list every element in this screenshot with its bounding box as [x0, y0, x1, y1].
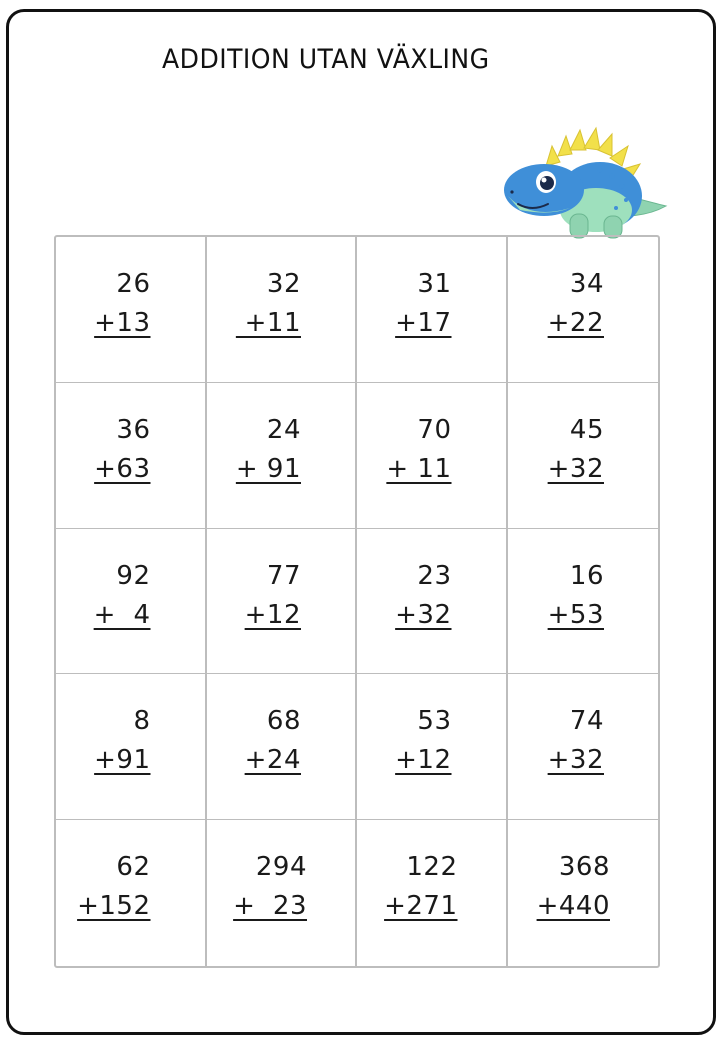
addition-problem: [236, 265, 301, 343]
second-addend: +32: [395, 599, 452, 630]
addition-problem: [94, 411, 150, 489]
addition-problem: [233, 848, 307, 926]
first-addend: 23: [417, 560, 452, 591]
addition-problem: [548, 557, 604, 635]
second-addend: +11: [235, 308, 301, 338]
addition-problem: [537, 848, 610, 926]
problem-cell: [56, 529, 207, 675]
first-addend: 70: [417, 414, 452, 445]
second-addend: +32: [547, 745, 604, 776]
second-addend: +22: [547, 308, 604, 338]
addition-problem: [548, 265, 604, 343]
problem-cell: [357, 237, 508, 383]
first-addend: 294: [255, 852, 307, 883]
problem-cell: [357, 383, 508, 529]
problem-cell: [207, 383, 358, 529]
second-addend: +440: [536, 891, 610, 922]
addition-problem: [548, 702, 604, 780]
second-addend: +17: [395, 308, 452, 338]
first-addend: 26: [116, 269, 151, 299]
second-addend: +13: [94, 308, 151, 338]
second-addend: +32: [547, 453, 604, 484]
first-addend: 31: [417, 269, 452, 299]
first-addend: 92: [116, 560, 151, 591]
first-addend: 36: [116, 414, 151, 445]
problem-cell: [56, 383, 207, 529]
addition-problem: [94, 702, 150, 780]
second-addend: +12: [244, 599, 301, 630]
problem-cell: [357, 529, 508, 675]
problem-cell: [207, 529, 358, 675]
first-addend: 62: [116, 852, 151, 883]
second-addend: + 4: [93, 599, 151, 630]
second-addend: +91: [94, 745, 151, 776]
second-addend: +12: [395, 745, 452, 776]
addition-problem: [548, 411, 604, 489]
problem-cell: [508, 237, 659, 383]
second-addend: +63: [94, 453, 151, 484]
problem-grid: [54, 235, 660, 968]
second-addend: +152: [77, 891, 151, 922]
addition-problem: [77, 848, 150, 926]
second-addend: +24: [244, 745, 301, 776]
addition-problem: [94, 557, 151, 635]
problem-cell: [508, 674, 659, 820]
problem-cell: [56, 237, 207, 383]
page-title: ADDITION UTAN VÄXLING: [162, 44, 490, 75]
first-addend: 53: [417, 706, 452, 737]
problem-cell: [508, 529, 659, 675]
first-addend: 74: [569, 706, 604, 737]
problem-cell: [56, 674, 207, 820]
first-addend: 32: [266, 269, 301, 299]
problem-cell: [508, 820, 659, 966]
second-addend: + 23: [233, 891, 307, 922]
first-addend: 77: [266, 560, 301, 591]
second-addend: +53: [547, 599, 604, 630]
addition-problem: [236, 411, 301, 489]
addition-problem: [384, 848, 457, 926]
addition-problem: [395, 557, 451, 635]
first-addend: 16: [569, 560, 604, 591]
second-addend: + 11: [386, 453, 452, 484]
addition-problem: [386, 411, 451, 489]
addition-problem: [395, 702, 451, 780]
first-addend: 368: [558, 852, 610, 883]
second-addend: +271: [384, 891, 458, 922]
addition-problem: [395, 265, 451, 343]
first-addend: 122: [406, 852, 458, 883]
addition-problem: [245, 702, 301, 780]
problem-cell: [207, 820, 358, 966]
first-addend: 45: [569, 414, 604, 445]
problem-cell: [207, 674, 358, 820]
problem-cell: [357, 820, 508, 966]
problem-cell: [508, 383, 659, 529]
problem-cell: [207, 237, 358, 383]
first-addend: 34: [569, 269, 604, 299]
problem-cell: [357, 674, 508, 820]
problem-cell: [56, 820, 207, 966]
first-addend: 24: [266, 414, 301, 445]
addition-problem: [245, 557, 301, 635]
addition-problem: [94, 265, 150, 343]
dinosaur-illustration: [500, 124, 670, 244]
second-addend: + 91: [235, 453, 301, 484]
first-addend: 8: [133, 706, 151, 737]
first-addend: 68: [266, 706, 301, 737]
